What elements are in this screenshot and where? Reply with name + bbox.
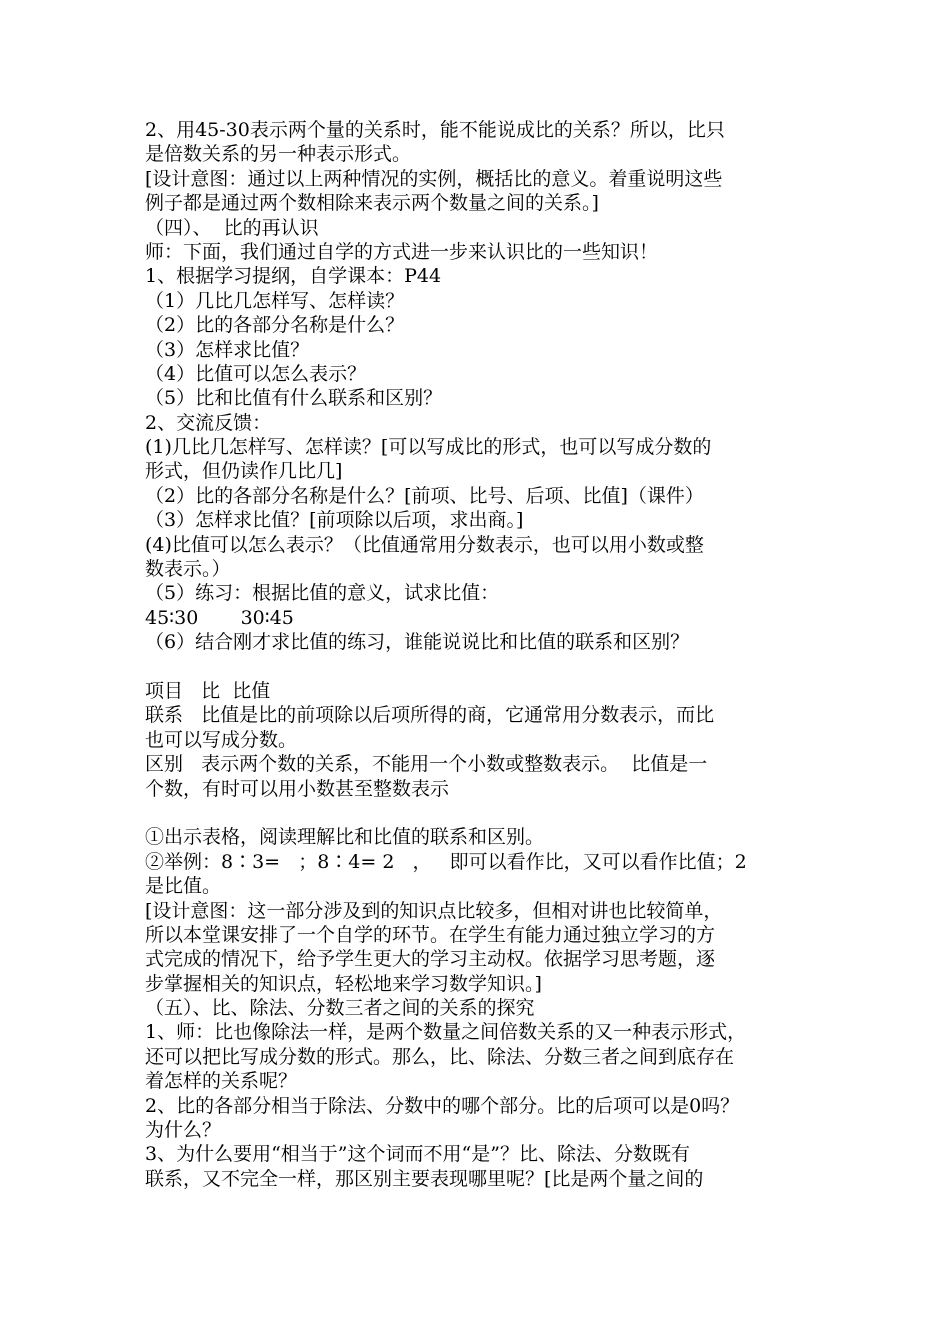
text-line: 是倍数关系的另一种表示形式。 [145, 143, 412, 166]
text-line: 联系，又不完全一样，那区别主要表现哪里呢？[比是两个量之间的 [145, 1167, 704, 1190]
text-line: （4）比值可以怎么表示？ [145, 362, 367, 385]
blank-line [145, 655, 815, 679]
text-line: 45∶30 30∶45 [145, 606, 294, 629]
text-line: （3）怎样求比值？ [145, 338, 310, 361]
blank-line [145, 801, 815, 825]
text-line: ①出示表格，阅读理解比和比值的联系和区别。 [145, 826, 545, 849]
text-line: （3）怎样求比值？[前项除以后项，求出商。] [145, 509, 524, 532]
text-line: （1）几比几怎样写、怎样读？ [145, 289, 405, 312]
text-line: [设计意图：这一部分涉及到的知识点比较多，但相对讲也比较简单， [145, 899, 723, 922]
text-line: 联系 比值是比的前项除以后项所得的商，它通常用分数表示，而比 [145, 704, 715, 727]
text-line: 例子都是通过两个数相除来表示两个数量之间的关系。] [145, 192, 599, 215]
text-line: （五）、比、除法、分数三者之间的关系的探究 [145, 997, 535, 1020]
text-line: 师：下面，我们通过自学的方式进一步来认识比的一些知识！ [145, 240, 659, 263]
text-line: 区别 表示两个数的关系，不能用一个小数或整数表示。 比值是一 [145, 753, 708, 776]
text-line: ②举例：8∶3= ；8∶4= 2 ， 即可以看作比，又可以看作比值；2 [145, 850, 747, 873]
text-line: (4)比值可以怎么表示？（比值通常用分数表示，也可以用小数或整 [145, 533, 704, 556]
text-line: 也可以写成分数。 [145, 728, 298, 751]
text-line: 着怎样的关系呢？ [145, 1070, 298, 1093]
text-line: 2、交流反馈： [145, 411, 272, 434]
text-line: 是比值。 [145, 875, 222, 898]
text-line: 个数，有时可以用小数甚至整数表示 [145, 777, 450, 800]
text-line: 3、为什么要用“相当于”这个词而不用“是”？比、除法、分数既有 [145, 1143, 690, 1166]
text-line: 2、用45-30表示两个量的关系时，能不能说成比的关系？所以，比只 [145, 119, 725, 141]
text-line: [设计意图：通过以上两种情况的实例，概括比的意义。着重说明这些 [145, 167, 723, 190]
text-line: 还可以把比写成分数的形式。那么，比、除法、分数三者之间到底存在 [145, 1045, 735, 1068]
text-line: （6）结合刚才求比值的练习，谁能说说比和比值的联系和区别？ [145, 631, 690, 654]
text-line: 1、师：比也像除法一样，是两个数量之间倍数关系的又一种表示形式， [145, 1021, 747, 1044]
text-line: 项目 比 比值 [145, 679, 271, 702]
document-body [145, 118, 815, 1191]
text-line: （2）比的各部分名称是什么？[前项、比号、后项、比值]（课件） [145, 484, 704, 507]
text-line: 所以本堂课安排了一个自学的环节。在学生有能力通过独立学习的方 [145, 923, 716, 946]
text-line: （5）练习：根据比值的意义，试求比值： [145, 582, 500, 605]
text-line: （四）、 比的再认识 [145, 216, 319, 239]
text-line: 形式，但仍读作几比几] [145, 460, 343, 483]
text-line: （2）比的各部分名称是什么？ [145, 314, 405, 337]
text-line: （5）比和比值有什么联系和区别？ [145, 387, 443, 410]
text-line: 步掌握相关的知识点，轻松地来学习数学知识。] [145, 972, 542, 995]
text-line: 为什么？ [145, 1119, 222, 1142]
text-line: 数表示。） [145, 558, 231, 581]
text-line: (1)几比几怎样写、怎样读？[可以写成比的形式，也可以写成分数的 [145, 436, 712, 459]
text-line: 式完成的情况下，给予学生更大的学习主动权。依据学习思考题，逐 [145, 948, 716, 971]
text-line: 1、根据学习提纲，自学课本：P44 [145, 265, 442, 288]
text-line: 2、比的各部分相当于除法、分数中的哪个部分。比的后项可以是0吗？ [145, 1094, 740, 1117]
